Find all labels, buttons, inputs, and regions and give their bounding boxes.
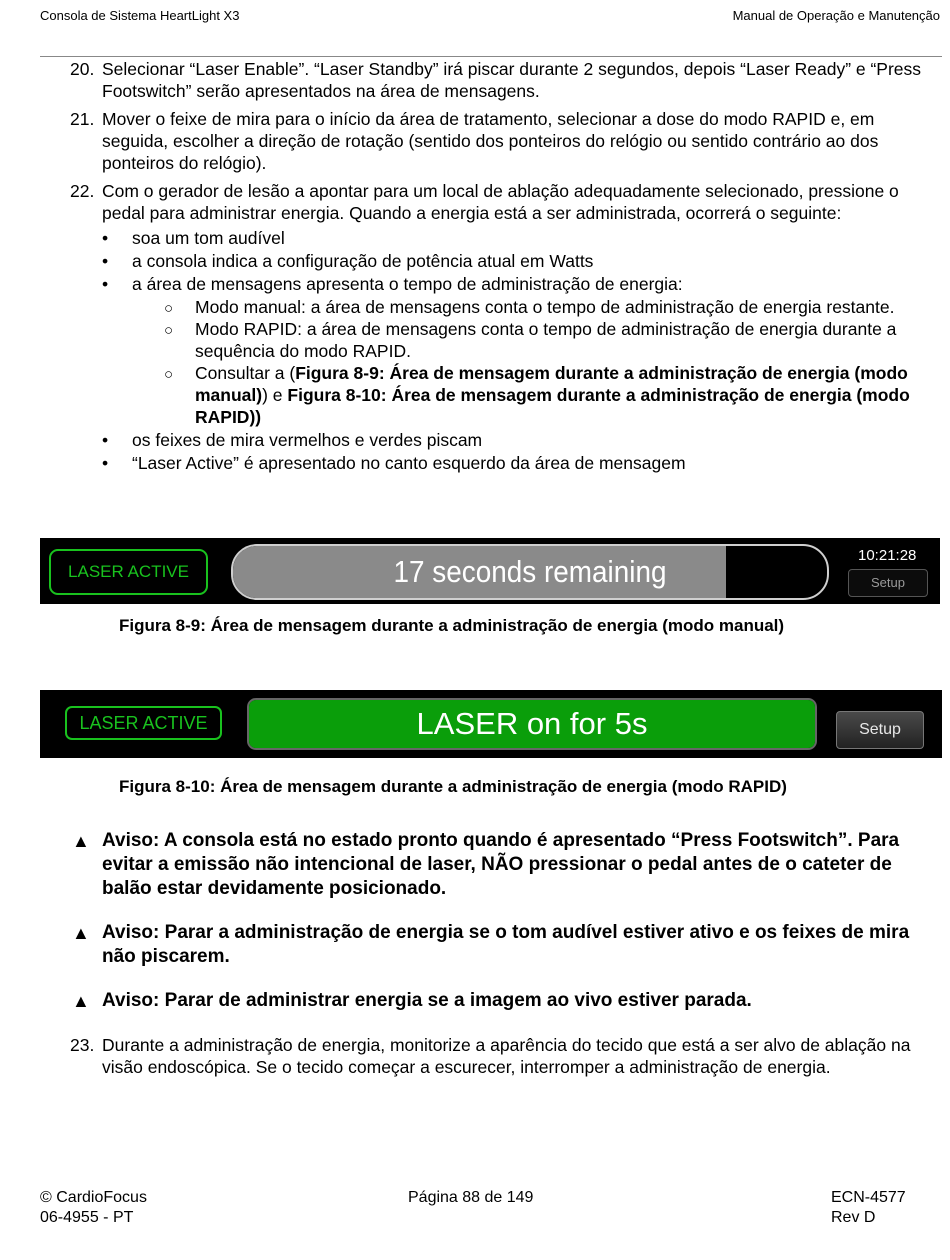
laser-active-indicator: LASER ACTIVE	[49, 549, 208, 595]
bullet-text: os feixes de mira vermelhos e verdes piscam	[132, 430, 483, 450]
instructions-section-continued	[40, 1034, 942, 1084]
footer-copyright: © CardioFocus	[40, 1189, 147, 1206]
warning-text: Aviso: A consola está no estado pronto quando é apresentado “Press Footswitch”. Para evitar a emissão não intencional de laser, NÃO pressionar o pedal antes de o cateter de balão estar devidamente posicionado.	[102, 830, 900, 899]
sub-bullet-item	[40, 318, 942, 362]
countdown-progress-bar	[231, 544, 829, 600]
step-text: Durante a administração de energia, monitorize a aparência do tecido que está a ser alvo de ablação na visão endoscópica. Se o tecido começar a escurecer, interromper a administração de energia.	[102, 1035, 911, 1077]
warning-item	[40, 921, 942, 969]
bullet-item	[40, 227, 942, 249]
countdown-message: 17 seconds remaining	[393, 554, 667, 589]
circle-bullet-icon: ○	[164, 322, 174, 339]
warning-item	[40, 829, 942, 901]
step-text: Com o gerador de lesão a apontar para um local de ablação adequadamente selecionado, pressione o pedal para administrar energia. Quando a energia está a ser administrada, ocorrerá o seguinte:	[102, 181, 899, 223]
footer-document-number: 06-4955 - PT	[40, 1209, 134, 1226]
bullet-icon: •	[102, 430, 109, 450]
warnings-section	[40, 829, 942, 1033]
step-number: 20.	[70, 59, 95, 79]
step-text: Selecionar “Laser Enable”. “Laser Standby” irá piscar durante 2 segundos, depois “Laser Ready” e “Press Footswitch” serão apresentados na área de mensagens.	[102, 59, 922, 101]
step-22	[40, 180, 942, 224]
warning-item	[40, 989, 942, 1013]
figure-caption: Figura 8-9: Área de mensagem durante a administração de energia (modo manual)	[119, 616, 785, 635]
circle-bullet-icon: ○	[164, 366, 174, 383]
warning-triangle-icon: ▲	[72, 991, 90, 1011]
step-21	[40, 108, 942, 174]
header-divider	[40, 56, 942, 57]
warning-triangle-icon: ▲	[72, 831, 90, 851]
step-20	[40, 58, 942, 102]
warning-text: Aviso: Parar de administrar energia se a imagem ao vivo estiver parada.	[102, 990, 752, 1011]
step-text: Mover o feixe de mira para o início da área de tratamento, selecionar a dose do modo RAPID e, em seguida, escolher a direção de rotação (sentido dos ponteiros do relógio ou sentido contrário ao dos ponteiros do relógio).	[102, 109, 879, 173]
laser-active-indicator: LASER ACTIVE	[65, 706, 222, 740]
circle-bullet-icon: ○	[164, 300, 174, 317]
warning-triangle-icon: ▲	[72, 923, 90, 943]
bullet-text: “Laser Active” é apresentado no canto esquerdo da área de mensagem	[132, 453, 686, 473]
figure-reference-link[interactable]: Figura 8-9: Área de mensagem durante a administração de energia (modo manual)	[195, 363, 908, 405]
setup-button[interactable]: Setup	[848, 569, 928, 597]
bullet-item	[40, 250, 942, 272]
bullet-icon: •	[102, 453, 109, 473]
message-area-manual-mode	[40, 538, 940, 604]
laser-on-progress-bar	[247, 698, 817, 750]
step-number: 21.	[70, 109, 95, 129]
step-number: 23.	[70, 1035, 95, 1055]
sub-bullet-joiner: ) e	[262, 385, 288, 405]
bullet-item	[40, 429, 942, 451]
header-manual-title: Manual de Operação e Manutenção	[732, 8, 940, 23]
bullet-icon: •	[102, 251, 109, 271]
message-area-rapid-mode	[40, 690, 942, 758]
figure-reference-link[interactable]: Figura 8-10: Área de mensagem durante a administração de energia (modo RAPID))	[195, 385, 910, 427]
footer-ecn: ECN-4577	[831, 1189, 906, 1206]
bullet-text: a consola indica a configuração de potência atual em Watts	[132, 251, 594, 271]
warning-text: Aviso: Parar a administração de energia se o tom audível estiver ativo e os feixes de mira não piscarem.	[102, 922, 910, 967]
sub-bullet-item	[40, 362, 942, 428]
laser-on-message: LASER on for 5s	[416, 706, 648, 741]
bullet-text: a área de mensagens apresenta o tempo de administração de energia:	[132, 274, 683, 294]
footer-revision: Rev D	[831, 1209, 876, 1226]
bullet-item	[40, 452, 942, 474]
sub-bullet-prefix: Consultar a (	[195, 363, 296, 383]
step-23	[40, 1034, 942, 1078]
sub-bullet-item	[40, 296, 942, 318]
bullet-item	[40, 273, 942, 295]
footer-left	[40, 1188, 147, 1228]
step-number: 22.	[70, 181, 95, 201]
clock-display: 10:21:28	[858, 547, 917, 564]
sub-bullet-text	[195, 363, 910, 427]
footer-page-number: Página 88 de 149	[408, 1189, 534, 1206]
sub-bullet-text: Modo RAPID: a área de mensagens conta o tempo de administração de energia durante a sequência do modo RAPID.	[195, 319, 897, 361]
bullet-icon: •	[102, 274, 109, 294]
bullet-text: soa um tom audível	[132, 228, 285, 248]
setup-button[interactable]: Setup	[836, 711, 924, 749]
instructions-section	[40, 58, 942, 475]
bullet-icon: •	[102, 228, 109, 248]
footer-right	[831, 1188, 906, 1228]
sub-bullet-text: Modo manual: a área de mensagens conta o tempo de administração de energia restante.	[195, 297, 895, 317]
figure-caption: Figura 8-10: Área de mensagem durante a administração de energia (modo RAPID)	[119, 777, 787, 796]
header-product-title: Consola de Sistema HeartLight X3	[40, 8, 240, 23]
